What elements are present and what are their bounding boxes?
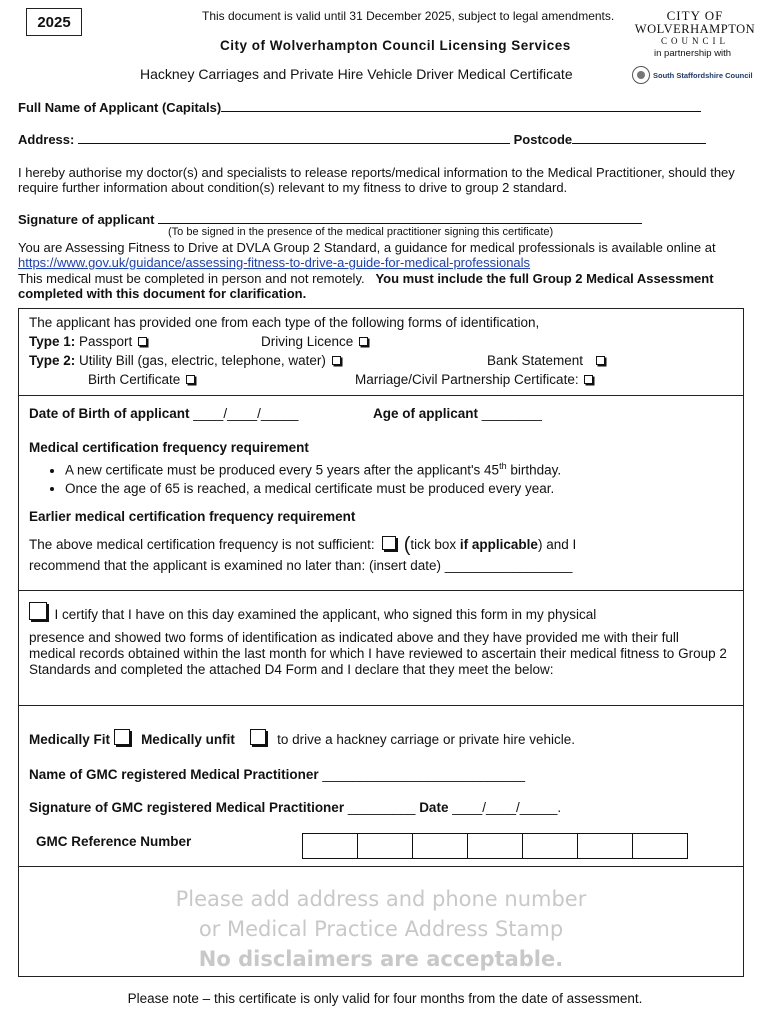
medically-unfit-checkbox[interactable] bbox=[250, 729, 266, 745]
certify-box bbox=[18, 590, 744, 706]
frequency-heading: Medical certification frequency requirement bbox=[29, 440, 309, 455]
stamp-area[interactable] bbox=[18, 866, 744, 977]
partner-name: South Staffordshire Council bbox=[653, 70, 753, 80]
gmc-digit-cell[interactable] bbox=[633, 834, 687, 858]
earlier-examination-checkbox[interactable] bbox=[382, 536, 396, 550]
earlier-frequency-heading: Earlier medical certification frequency requirement bbox=[29, 509, 356, 524]
stamp-line-3: No disclaimers are acceptable. bbox=[198, 947, 564, 971]
dob-frequency-box bbox=[18, 395, 744, 591]
frequency-list bbox=[19, 457, 561, 498]
partnership-text: in partnership with bbox=[654, 48, 732, 59]
gmc-digit-cell[interactable] bbox=[523, 834, 578, 858]
gmc-digit-cell[interactable] bbox=[413, 834, 468, 858]
guidance-link[interactable]: https://www.gov.uk/guidance/assessing-fitness-to-drive-a-guide-for-medical-professionals bbox=[18, 255, 531, 270]
birth-certificate-label: Birth Certificate bbox=[88, 372, 181, 387]
gmc-digit-cell[interactable] bbox=[303, 834, 358, 858]
marriage-certificate-label: Marriage/Civil Partnership Certificate: bbox=[355, 372, 579, 387]
id-intro: The applicant has provided one from each type of the following forms of identification, bbox=[29, 315, 540, 330]
stamp-instructions bbox=[19, 884, 743, 974]
postcode-label: Postcode bbox=[513, 132, 573, 147]
address-field bbox=[18, 131, 706, 147]
gmc-digit-cell[interactable] bbox=[578, 834, 633, 858]
stamp-line-2: or Medical Practice Address Stamp bbox=[198, 917, 564, 941]
gmc-date-label: Date bbox=[419, 800, 449, 815]
age-input[interactable]: ________ bbox=[481, 406, 542, 421]
assessing-text bbox=[18, 240, 758, 270]
bank-statement-option bbox=[487, 353, 605, 368]
seal-icon bbox=[632, 66, 650, 84]
type1-row bbox=[29, 334, 147, 349]
frequency-bullet-1: • A new certificate must be produced every 5 years after the applicant's 45th birthday. bbox=[65, 457, 561, 480]
gmc-signature-label: Signature of GMC registered Medical Practitioner bbox=[29, 800, 345, 815]
logo-line-2: WOLVERHAMPTON bbox=[634, 22, 756, 36]
gmc-reference-grid[interactable] bbox=[302, 833, 688, 859]
passport-checkbox[interactable] bbox=[138, 337, 147, 346]
medically-unfit-label: Medically unfit bbox=[141, 732, 235, 747]
partner-logo bbox=[632, 66, 753, 84]
fitness-box bbox=[18, 705, 744, 867]
fitness-row bbox=[29, 729, 575, 747]
driving-licence-checkbox[interactable] bbox=[359, 337, 368, 346]
frequency-bullet-2: • Once the age of 65 is reached, a medical certificate must be produced every year. bbox=[65, 480, 561, 498]
passport-label: Passport bbox=[79, 334, 133, 349]
logo-line-3: COUNCIL bbox=[661, 36, 729, 46]
gmc-digit-cell[interactable] bbox=[358, 834, 413, 858]
org-title: City of Wolverhampton Council Licensing Services bbox=[220, 38, 571, 53]
birth-certificate-option bbox=[88, 372, 195, 387]
gmc-reference-label: GMC Reference Number bbox=[36, 834, 192, 849]
gmc-signature-input[interactable]: _________ bbox=[347, 800, 416, 815]
fitness-purpose: to drive a hackney carriage or private hire vehicle. bbox=[277, 732, 576, 747]
dob-label: Date of Birth of applicant bbox=[29, 406, 190, 421]
footer-note: Please note – this certificate is only valid for four months from the date of assessment. bbox=[127, 991, 643, 1006]
signature-note: (To be signed in the presence of the medical practitioner signing this certificate) bbox=[168, 226, 554, 238]
gmc-name-input[interactable]: ___________________________ bbox=[322, 767, 526, 782]
address-input[interactable] bbox=[78, 131, 510, 144]
full-name-input[interactable] bbox=[221, 99, 701, 112]
signature-field bbox=[18, 211, 642, 227]
stamp-line-1: Please add address and phone number bbox=[175, 887, 587, 911]
year-text: 2025 bbox=[37, 13, 71, 31]
not-sufficient-text: The above medical certification frequency is not sufficient: bbox=[29, 537, 375, 552]
age-label: Age of applicant bbox=[373, 406, 479, 421]
gmc-digit-cell[interactable] bbox=[468, 834, 523, 858]
identification-box bbox=[18, 308, 744, 396]
utility-bill-label: Utility Bill (gas, electric, telephone, water) bbox=[79, 353, 326, 368]
medically-fit-label: Medically Fit bbox=[29, 732, 111, 747]
type2-row bbox=[29, 353, 341, 368]
certify-line-1: I certify that I have on this day examined the applicant, who signed this form in my physical bbox=[54, 607, 597, 622]
gmc-name-label: Name of GMC registered Medical Practitioner bbox=[29, 767, 319, 782]
logo-line-1: CITY OF bbox=[666, 8, 724, 23]
signature-input[interactable] bbox=[158, 211, 642, 224]
postcode-input[interactable] bbox=[572, 131, 706, 144]
marriage-certificate-checkbox[interactable] bbox=[584, 375, 593, 384]
utility-bill-checkbox[interactable] bbox=[332, 356, 341, 365]
signature-label: Signature of applicant bbox=[18, 212, 155, 227]
recommend-row bbox=[29, 558, 572, 573]
recommend-date-input[interactable]: _________________ bbox=[444, 558, 573, 573]
certify-first-line bbox=[29, 602, 596, 622]
gmc-name-row bbox=[29, 767, 525, 782]
validity-notice: This document is valid until 31 December 2025, subject to legal amendments. bbox=[202, 9, 615, 23]
in-person-sentence: This medical must be completed in person and not remotely. bbox=[18, 271, 365, 286]
full-name-label: Full Name of Applicant (Capitals) bbox=[18, 100, 222, 115]
gmc-date-input[interactable]: ____/____/_____. bbox=[452, 800, 562, 815]
type1-label: Type 1: bbox=[29, 334, 76, 349]
address-label: Address: bbox=[18, 132, 75, 147]
bank-statement-checkbox[interactable] bbox=[596, 356, 605, 365]
group2-sentence: You must include the full Group 2 Medical Assessment completed with this document for clarification. bbox=[18, 271, 714, 301]
birth-certificate-checkbox[interactable] bbox=[186, 375, 195, 384]
year-badge bbox=[26, 8, 82, 36]
type2-label: Type 2: bbox=[29, 353, 76, 368]
certificate-title: Hackney Carriages and Private Hire Vehicle Driver Medical Certificate bbox=[140, 66, 573, 82]
assessing-sentence: You are Assessing Fitness to Drive at DVLA Group 2 Standard, a guidance for medical professionals is available online at bbox=[18, 240, 716, 255]
age-row bbox=[373, 406, 542, 421]
in-person-text bbox=[18, 271, 758, 301]
driving-licence-label: Driving Licence bbox=[261, 334, 354, 349]
bank-statement-label: Bank Statement bbox=[487, 353, 584, 368]
dob-row bbox=[29, 406, 298, 421]
driving-licence-option bbox=[261, 334, 368, 349]
not-sufficient-row: The above medical certification frequency is not sufficient: (tick box if applicable) and I bbox=[29, 534, 577, 556]
marriage-certificate-option bbox=[355, 372, 593, 387]
gmc-signature-row bbox=[29, 800, 561, 815]
recommend-text: recommend that the applicant is examined no later than: (insert date) bbox=[29, 558, 441, 573]
council-logo bbox=[630, 8, 760, 59]
medically-fit-checkbox[interactable] bbox=[114, 729, 130, 745]
certify-text: presence and showed two forms of identification as indicated above and they have provided me with their full medical records obtained within the last month for which I have reviewed to ascertain their medical fitness to Group 2 Standards and completed the attached D4 Form and I declare that they meet the below: bbox=[29, 630, 727, 677]
dob-input[interactable]: ____/____/_____ bbox=[193, 406, 299, 421]
full-name-field bbox=[18, 99, 701, 115]
certify-checkbox[interactable] bbox=[29, 602, 47, 620]
authorisation-text: I hereby authorise my doctor(s) and specialists to release reports/medical information to the Medical Practitioner, should they require further information about condition(s) relevant to my fitness to drive to group 2 standard. bbox=[18, 165, 735, 195]
